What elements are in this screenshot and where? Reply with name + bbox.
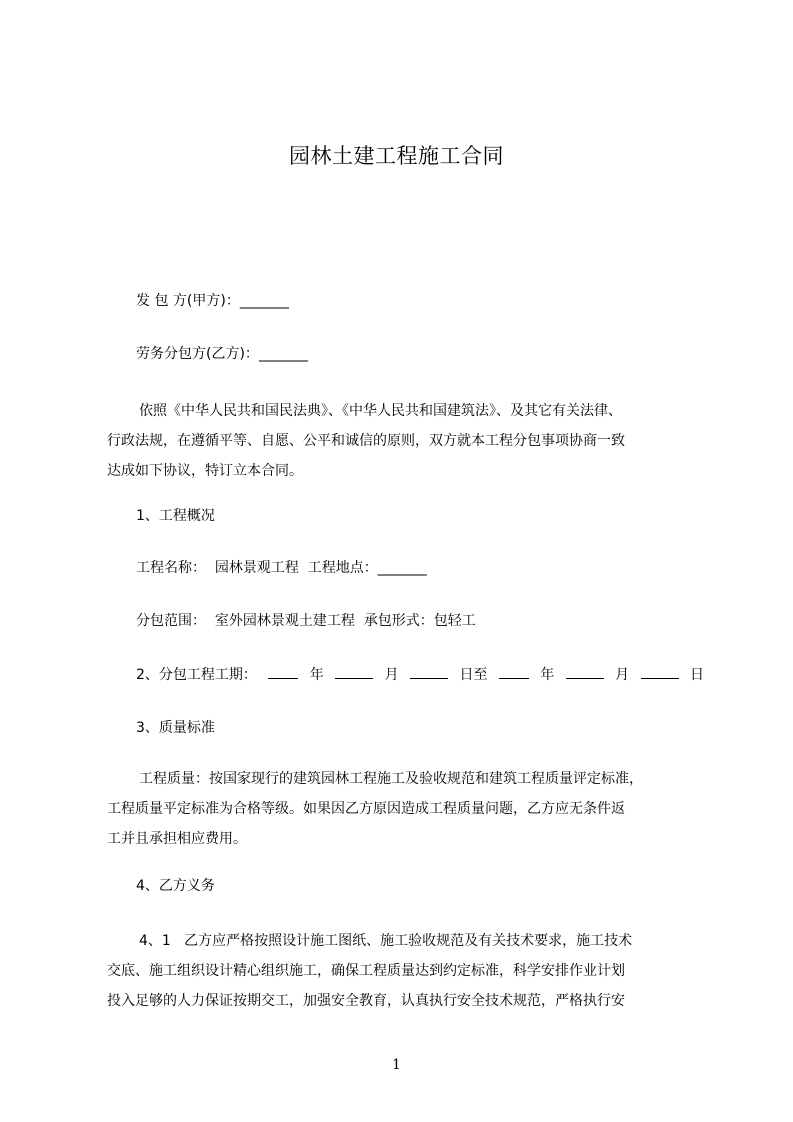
page-number: 1 — [392, 1057, 401, 1073]
period-month-start: 月 — [384, 667, 399, 683]
party-a-label: 发 包 方(甲方)： — [136, 293, 240, 309]
scope-line: 分包范围： 室外园林景观土建工程 承包形式：包轻工 — [136, 613, 476, 629]
document-title: 园林土建工程施工合同 — [289, 144, 504, 168]
preamble-paragraph — [107, 396, 703, 486]
period-year-start: 年 — [309, 667, 324, 683]
preamble-line: 达成如下协议，特订立本合同。 — [107, 463, 303, 479]
construction-period-line — [136, 664, 704, 685]
party-b-line — [136, 344, 308, 364]
party-a-line — [136, 291, 289, 311]
clause-line: 4、1 乙方应严格按照设计施工图纸、施工验收规范及有关技术要求，施工技术 — [139, 933, 633, 949]
quality-line: 工程质量平定标准为合格等级。如果因乙方原因造成工程质量问题，乙方应无条件返 — [107, 801, 625, 817]
clause-4-1-paragraph — [107, 926, 703, 1016]
quality-paragraph — [107, 764, 703, 854]
period-blank — [410, 664, 448, 679]
period-blank — [566, 664, 604, 679]
project-name-line: 工程名称： 园林景观工程 工程地点：_______ — [136, 560, 427, 576]
period-year-end: 年 — [540, 667, 555, 683]
preamble-line: 行政法规，在遵循平等、自愿、公平和诚信的原则，双方就本工程分包事项协商一致 — [107, 433, 625, 449]
party-a-blank: _______ — [239, 293, 289, 309]
period-day-end: 日 — [689, 667, 704, 683]
period-blank — [641, 664, 679, 679]
quality-line: 工并且承担相应费用。 — [107, 831, 247, 847]
section-1-heading: 1、工程概况 — [136, 508, 215, 524]
period-month-end: 月 — [615, 667, 630, 683]
preamble-line: 依照《中华人民共和国民法典》、《中华人民共和国建筑法》、及其它有关法律、 — [139, 403, 622, 419]
clause-line: 交底、施工组织设计精心组织施工，确保工程质量达到约定标准，科学安排作业计划 — [107, 963, 625, 979]
period-blank — [335, 664, 373, 679]
period-blank — [499, 664, 529, 679]
quality-line: 工程质量：按国家现行的建筑园林工程施工及验收规范和建筑工程质量评定标准， — [139, 771, 643, 787]
section-4-heading: 4、乙方义务 — [136, 878, 215, 894]
period-label: 2、分包工程工期： — [136, 667, 257, 683]
party-b-label: 劳务分包方(乙方)： — [136, 346, 259, 362]
period-day-start: 日至 — [459, 667, 488, 683]
clause-line: 投入足够的人力保证按期交工，加强安全教育，认真执行安全技术规范，严格执行安 — [107, 993, 625, 1009]
section-3-heading: 3、质量标准 — [136, 720, 215, 736]
party-b-blank: _______ — [258, 346, 308, 362]
period-blank — [268, 664, 298, 679]
